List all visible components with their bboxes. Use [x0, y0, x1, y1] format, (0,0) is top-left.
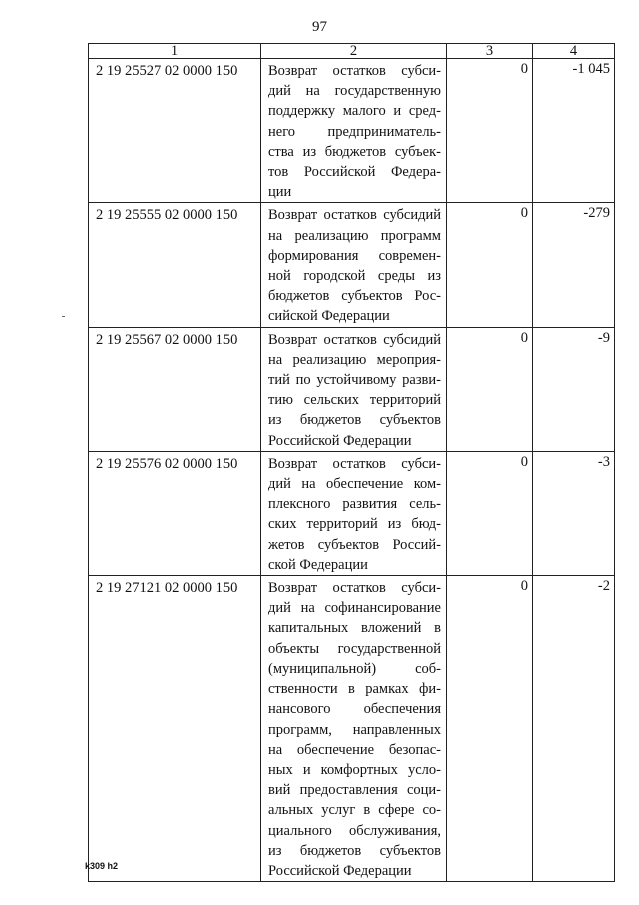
- description-line: формирования современ-: [268, 247, 441, 264]
- description-line: ственности в рамках фи-: [268, 681, 441, 698]
- description-line: ской Федерации: [268, 556, 368, 573]
- description-line: тию сельских территорий: [268, 392, 441, 409]
- description-line: из бюджетов субъектов: [268, 842, 441, 859]
- header-col-4: 4: [533, 44, 615, 59]
- table-row: [89, 59, 615, 203]
- table-body: [89, 59, 615, 882]
- description-line: Возврат остатков субси-: [268, 455, 441, 472]
- description-line: поддержку малого и сред-: [268, 103, 441, 120]
- description-line: Возврат остатков субсидий: [268, 207, 441, 224]
- description-cell: [261, 451, 447, 575]
- col3-value-cell: 0: [447, 576, 533, 882]
- col4-value-cell: -2: [533, 576, 615, 882]
- table-header: [89, 44, 615, 59]
- col4-value-cell: -279: [533, 203, 615, 327]
- description-line: альных услуг в сфере со-: [268, 802, 441, 819]
- header-col-3: 3: [447, 44, 533, 59]
- description-line: тий по устойчивому разви-: [268, 372, 441, 389]
- table-row: [89, 203, 615, 327]
- description-line: из бюджетов субъектов: [268, 412, 441, 429]
- footer-code: k309 h2: [85, 861, 119, 871]
- table-row: [89, 576, 615, 882]
- description-cell: [261, 327, 447, 451]
- description-line: капитальных вложений в: [268, 620, 441, 637]
- description-line: на реализацию мероприя-: [268, 351, 441, 368]
- header-col-2: 2: [261, 44, 447, 59]
- description-line: дий на государственную: [268, 83, 441, 100]
- description-cell: [261, 59, 447, 203]
- description-line: Российской Федерации: [268, 432, 412, 449]
- budget-code-cell: 2 19 25555 02 0000 150: [89, 203, 261, 327]
- budget-code-cell: 2 19 25576 02 0000 150: [89, 451, 261, 575]
- col4-value-cell: -9: [533, 327, 615, 451]
- description-line: на обеспечение безопас-: [268, 741, 441, 758]
- description-line: него предприниматель-: [268, 123, 441, 140]
- description-line: сийской Федерации: [268, 308, 390, 325]
- budget-code-cell: 2 19 25527 02 0000 150: [89, 59, 261, 203]
- col3-value-cell: 0: [447, 59, 533, 203]
- col3-value-cell: 0: [447, 451, 533, 575]
- table-row: [89, 327, 615, 451]
- description-line: ной городской среды из: [268, 268, 441, 285]
- description-line: вий предоставления соци-: [268, 782, 441, 799]
- description-line: ных и комфортных усло-: [268, 761, 441, 778]
- description-line: бюджетов субъектов Рос-: [268, 288, 441, 305]
- page-number: 97: [312, 19, 327, 35]
- description-line: дий на софинансирование: [268, 600, 441, 617]
- description-line: объекты государственной: [268, 640, 441, 657]
- description-line: программ, направленных: [268, 721, 441, 738]
- description-cell: [261, 203, 447, 327]
- description-line: (муниципальной) соб-: [268, 660, 441, 677]
- description-line: на реализацию программ: [268, 227, 441, 244]
- description-line: Российской Федерации: [268, 862, 412, 879]
- table-row: [89, 451, 615, 575]
- description-line: Возврат остатков субси-: [268, 580, 441, 597]
- margin-mark: [62, 316, 65, 317]
- description-line: ции: [268, 184, 292, 201]
- description-line: циального обслуживания,: [268, 822, 441, 839]
- description-line: ства из бюджетов субъек-: [268, 143, 441, 160]
- description-cell: [261, 576, 447, 882]
- description-line: нансового обеспечения: [268, 701, 441, 718]
- description-line: Возврат остатков субсидий: [268, 331, 441, 348]
- description-line: тов Российской Федера-: [268, 164, 441, 181]
- description-line: ских территорий из бюд-: [268, 516, 441, 533]
- header-col-1: 1: [89, 44, 261, 59]
- budget-code-cell: 2 19 25567 02 0000 150: [89, 327, 261, 451]
- description-line: жетов субъектов Россий-: [268, 536, 441, 553]
- description-line: Возврат остатков субси-: [268, 63, 441, 79]
- description-line: дий на обеспечение ком-: [268, 476, 441, 493]
- col4-value-cell: -3: [533, 451, 615, 575]
- budget-code-cell: 2 19 27121 02 0000 150: [89, 576, 261, 882]
- description-line: плексного развития сель-: [268, 496, 441, 513]
- col3-value-cell: 0: [447, 327, 533, 451]
- col4-value-cell: -1 045: [533, 59, 615, 203]
- col3-value-cell: 0: [447, 203, 533, 327]
- budget-table: [88, 43, 615, 882]
